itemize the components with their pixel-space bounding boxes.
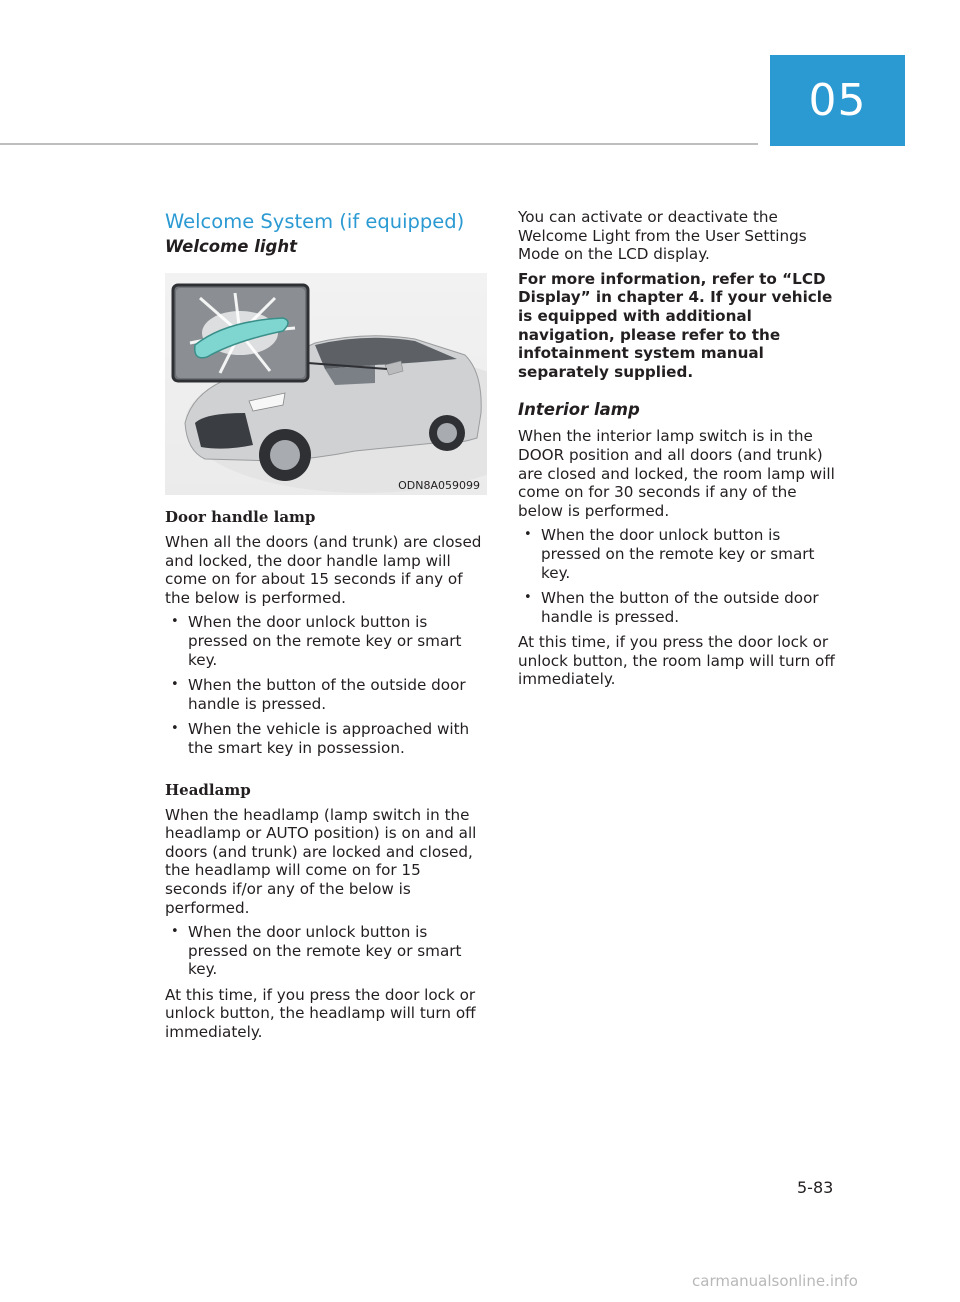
interior-lamp-intro: When the interior lamp switch is in the DOOR position and all doors (and trunk) are closed and locked, the room lamp will come on for 30 seconds if any of the below is performed. [518,427,835,520]
interior-lamp-section [518,399,836,689]
more-info-note: For more information, refer to “LCD Display” in chapter 4. If your vehicle is equipped with additional navigation, please refer to the infotainment system manual separately supplied. [518,269,833,381]
subsection-title: Welcome light [165,237,297,256]
list-item: • When the door unlock button is pressed on the remote key or smart key. [518,526,836,582]
list-item: • When the door unlock button is pressed on the remote key or smart key. [165,923,487,979]
welcome-light-settings-text: You can activate or deactivate the Welcome Light from the User Settings Mode on the LCD display. [518,208,807,264]
headlamp-outro: At this time, if you press the door lock or unlock button, the headlamp will turn off immediately. [165,985,476,1042]
interior-lamp-bullets [518,526,836,626]
list-item: • When the button of the outside door handle is pressed. [165,676,487,713]
list-item: • When the door unlock button is pressed on the remote key or smart key. [165,613,487,669]
interior-lamp-outro: At this time, if you press the door lock or unlock button, the room lamp will turn off immediately. [518,633,835,689]
headlamp-heading: Headlamp [165,780,251,799]
interior-lamp-heading: Interior lamp [518,400,640,420]
door-handle-lamp-intro: When all the doors (and trunk) are closed and locked, the door handle lamp will come on for about 15 seconds if any of the below is performed. [165,533,482,607]
figure-code: ODN8A059099 [398,479,480,492]
list-item: • When the vehicle is approached with the smart key in possession. [165,720,487,757]
section-title: Welcome System (if equipped) [165,210,465,233]
header-rule [0,143,758,145]
left-column [165,210,487,1042]
headlamp-section [165,780,487,1042]
door-handle-lamp-section [165,507,487,758]
chapter-tab: 05 [770,55,905,146]
page-number: 5-83 [797,1178,834,1197]
door-handle-lamp-heading: Door handle lamp [165,508,316,526]
headlamp-bullets [165,923,487,979]
headlamp-intro: When the headlamp (lamp switch in the headlamp or AUTO position) is on and all doors (and trunk) are locked and closed, the headlamp will come on for 15 seconds if/or any of the below is performed. [165,805,477,917]
door-handle-lamp-bullets [165,613,487,757]
watermark: carmanualsonline.info [692,1272,858,1290]
welcome-light-figure [165,273,487,495]
car-illustration [165,273,487,495]
right-column [518,208,836,689]
list-item: • When the button of the outside door handle is pressed. [518,589,836,626]
